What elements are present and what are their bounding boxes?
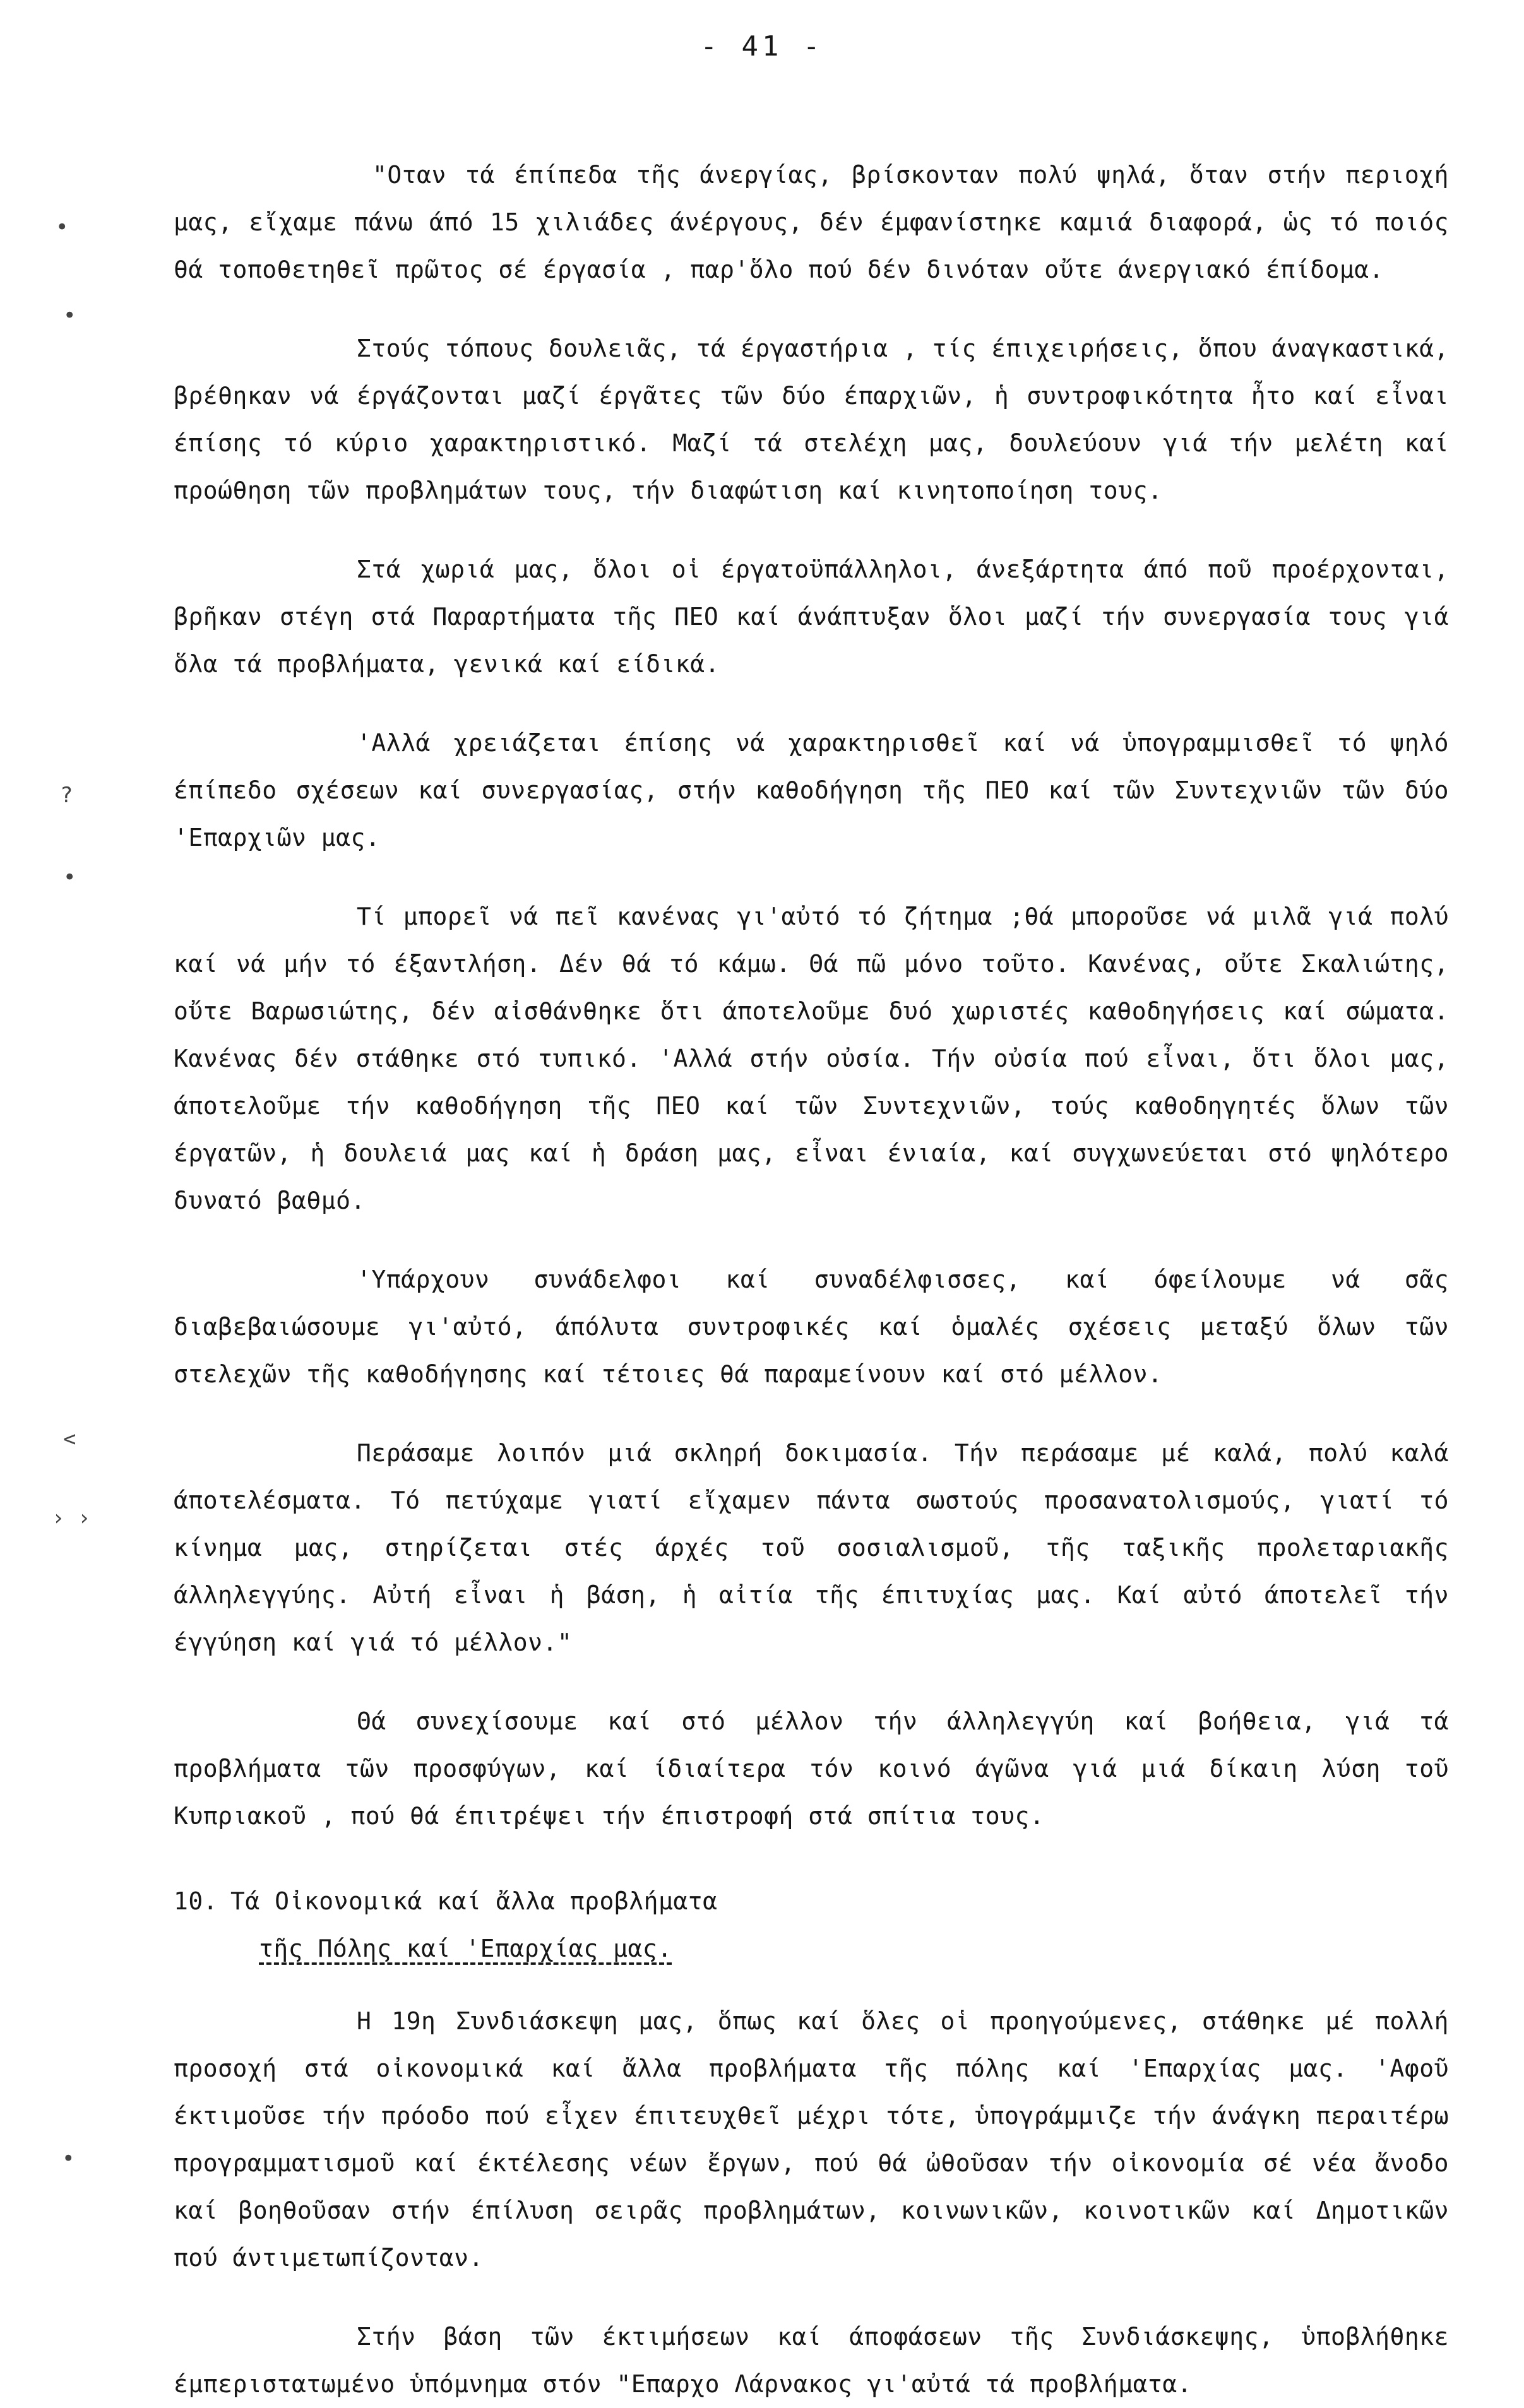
margin-mark: < [63,1426,76,1452]
margin-mark: • [56,215,69,240]
paragraph: Η 19η Συνδιάσκεψη μας, ὅπως καί ὅλες οἱ προηγούμενες, στάθηκε μέ πολλή προσοχή στά οἰκονομικά καί ἄλλα προβλήματα τῆς πόλης καί 'Επαρχίας μας. 'Αφοῦ έκτιμοῦσε τήν πρόοδο πού εἶχεν έπιτευχθεῖ μέχρι τότε, ὑπογράμμιζε τήν άνάγκη περαιτέρω προγραμματισμοῦ καί έκτέλεσης νέων ἔργων, πού θά ὠθοῦσαν τήν οἰκονομία σέ νέα ἄνοδο καί βοηθοῦσαν στήν έπίλυση σειρᾶς προβλημάτων, κοινωνικῶν, κοινοτικῶν καί Δημοτικῶν πού άντιμετωπίζονταν. [174,2007,1449,2272]
paragraph: 'Υπάρχουν συνάδελφοι καί συναδέλφισσες, καί όφείλουμε νά σᾶς διαβεβαιώσουμε γι'αὐτό, άπόλυτα συντροφικές καί ὁμαλές σχέσεις μεταξύ ὅλων τῶν στελεχῶν τῆς καθοδήγησης καί τέτοιες θά παραμείνουν καί στό μέλλον. [174,1266,1449,1388]
margin-mark: › › [52,1505,91,1531]
section-heading [174,1878,1449,1972]
paragraph: Θά συνεχίσουμε καί στό μέλλον τήν άλληλεγγύη καί βοήθεια, γιά τά προβλήματα τῶν προσφύγων, καί ίδιαίτερα τόν κοινό άγῶνα γιά μιά δίκαιη λύση τοῦ Κυπριακοῦ , πού θά έπιτρέψει τήν έπιστροφή στά σπίτια τους. [174,1707,1449,1830]
paragraph: Στούς τόπους δουλειᾶς, τά έργαστήρια , τίς έπιχειρήσεις, ὅπου άναγκαστικά, βρέθηκαν νά έργάζονται μαζί έργᾶτες τῶν δύο έπαρχιῶν, ἡ συντροφικότητα ἦτο καί εἶναι έπίσης τό κύριο χαρακτηριστικό. Μαζί τά στελέχη μας, δουλεύουν γιά τήν μελέτη καί προώθηση τῶν προβλημάτων τους, τήν διαφώτιση καί κινητοποίηση τους. [174,335,1449,504]
margin-mark: • [62,2146,75,2171]
paragraph: Περάσαμε λοιπόν μιά σκληρή δοκιμασία. Τήν περάσαμε μέ καλά, πολύ καλά άποτελέσματα. Τό πετύχαμε γιατί εἴχαμεν πάντα σωστούς προσανατολισμούς, γιατί τό κίνημα μας, στηρίζεται στές άρχές τοῦ σοσιαλισμοῦ, τῆς ταξικῆς προλεταριακῆς άλληλεγγύης. Αὐτή εἶναι ἡ βάση, ἡ αἰτία τῆς έπιτυχίας μας. Καί αὐτό άποτελεῖ τήν έγγύηση καί γιά τό μέλλον." [174,1439,1449,1656]
page-number: - 41 - [700,30,824,62]
document-body [174,151,1449,2408]
section-title: Τά Οἰκονομικά καί ἄλλα προβλήματα [230,1887,718,1915]
paragraph: Τί μπορεῖ νά πεῖ κανένας γι'αὐτό τό ζήτημα ;θά μποροῦσε νά μιλᾶ γιά πολύ καί νά μήν τό έξαντλήση. Δέν θά τό κάμω. Θά πῶ μόνο τοῦτο. Κανένας, οὔτε Σκαλιώτης, οὔτε Βαρωσιώτης, δέν αἰσθάνθηκε ὅτι άποτελοῦμε δυό χωριστές καθοδηγήσεις καί σώματα. Κανένας δέν στάθηκε στό τυπικό. 'Αλλά στήν οὐσία. Τήν οὐσία πού εἶναι, ὅτι ὅλοι μας, άποτελοῦμε τήν καθοδήγηση τῆς ΠΕΟ καί τῶν Συντεχνιῶν, τούς καθοδηγητές ὅλων τῶν έργατῶν, ἡ δουλειά μας καί ἡ δράση μας, εἶναι ένιαία, καί συγχωνεύεται στό ψηλότερο δυνατό βαθμό. [174,903,1449,1214]
paragraph: "Οταν τά έπίπεδα τῆς άνεργίας, βρίσκονταν πολύ ψηλά, ὅταν στήν περιοχή μας, εἴχαμε πάνω άπό 15 χιλιάδες άνέργους, δέν έμφανίστηκε καμιά διαφορά, ὡς τό ποιός θά τοποθετηθεῖ πρῶτος σέ έργασία , παρ'ὅλο πού δέν δινόταν οὔτε άνεργιακό έπίδομα. [174,161,1449,283]
paragraph: 'Αλλά χρειάζεται έπίσης νά χαρακτηρισθεῖ καί νά ὑπογραμμισθεῖ τό ψηλό έπίπεδο σχέσεων καί συνεργασίας, στήν καθοδήγηση τῆς ΠΕΟ καί τῶν Συντεχνιῶν τῶν δύο 'Επαρχιῶν μας. [174,729,1449,851]
margin-mark: • [63,303,76,328]
paragraph: Στά χωριά μας, ὅλοι οἱ έργατοϋπάλληλοι, άνεξάρτητα άπό ποῦ προέρχονται, βρῆκαν στέγη στά Παραρτήματα τῆς ΠΕΟ καί άνάπτυξαν ὅλοι μαζί τήν συνεργασία τους γιά ὅλα τά προβλήματα, γενικά καί είδικά. [174,555,1449,678]
section-subtitle: τῆς Πόλης καί 'Επαρχίας μας. [259,1935,672,1962]
margin-mark: • [63,865,76,890]
margin-mark: ? [60,783,73,808]
paragraph: Στήν βάση τῶν έκτιμήσεων καί άποφάσεων τῆς Συνδιάσκεψης, ὑποβλήθηκε έμπεριστατωμένο ὑπόμνημα στόν "Επαρχο Λάρνακος γι'αὐτά τά προβλήματα. [174,2323,1449,2398]
section-number: 10. [174,1887,218,1915]
